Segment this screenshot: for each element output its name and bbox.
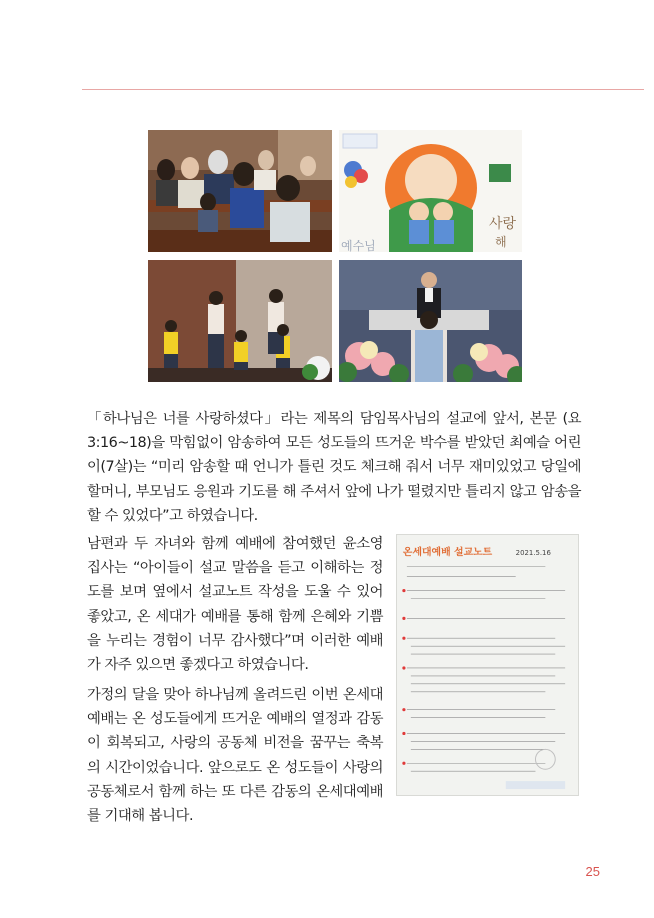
drawing-text-jesus: 예수님 [341,239,376,252]
header-rule [82,89,644,90]
drawing-text-hae: 해 [495,235,507,249]
body-paragraph-3: 가정의 달을 맞아 하나님께 올려드린 이번 온세대 예배는 온 성도들에게 뜨거운 예배의 열정과 감동이 회복되고, 사랑의 공동체 비전을 꿈꾸는 축복의 시간이었습니다. 앞으로도 온 성도들이 사랑의 공동체로서 함께 하는 또 다른 감동의 온세대예배를 기대해 봅니다. [87,687,383,825]
body-paragraph-2: 남편과 두 자녀와 함께 예배에 참여했던 윤소영 집사는 “아이들이 설교 말씀을 듣고 이해하는 정도를 보며 옆에서 설교노트 작성을 도울 수 있어 좋았고, 온 세대가 예배를 통해 함께 은혜와 기쁨을 누리는 경험이 너무 감사했다”며 이러한 예배가 자주 있으면 좋겠다고 하였습니다. [87,536,383,674]
sermon-note-title: 온세대예배 설교노트 [402,546,493,558]
congregation-photo [148,130,332,252]
drawing-text-love: 사랑 [489,216,517,232]
crayon-drawing-photo [339,130,522,252]
children-performance-photo [148,260,332,382]
sermon-note-photo [396,534,579,796]
recitation-photo [339,260,522,382]
page-number: 25 [585,864,600,879]
body-paragraph-1: 「하나님은 너를 사랑하셨다」라는 제목의 담임목사님의 설교에 앞서, 본문 (요 3:16~18)을 막힘없이 암송하여 모든 성도들의 뜨거운 박수를 받았던 최예슬 어린이(7살)는 “미리 암송할 때 언니가 틀린 것도 체크해 줘서 너무 재미있었고 당일에 할머니, 부모님도 응원과 기도를 해 주셔서 앞에 나가 떨렸지만 틀리지 않고 암송을 할 수 있었다”고 하였습니다. [87,411,581,524]
sermon-note-date: 2021.5.16 [515,548,551,557]
